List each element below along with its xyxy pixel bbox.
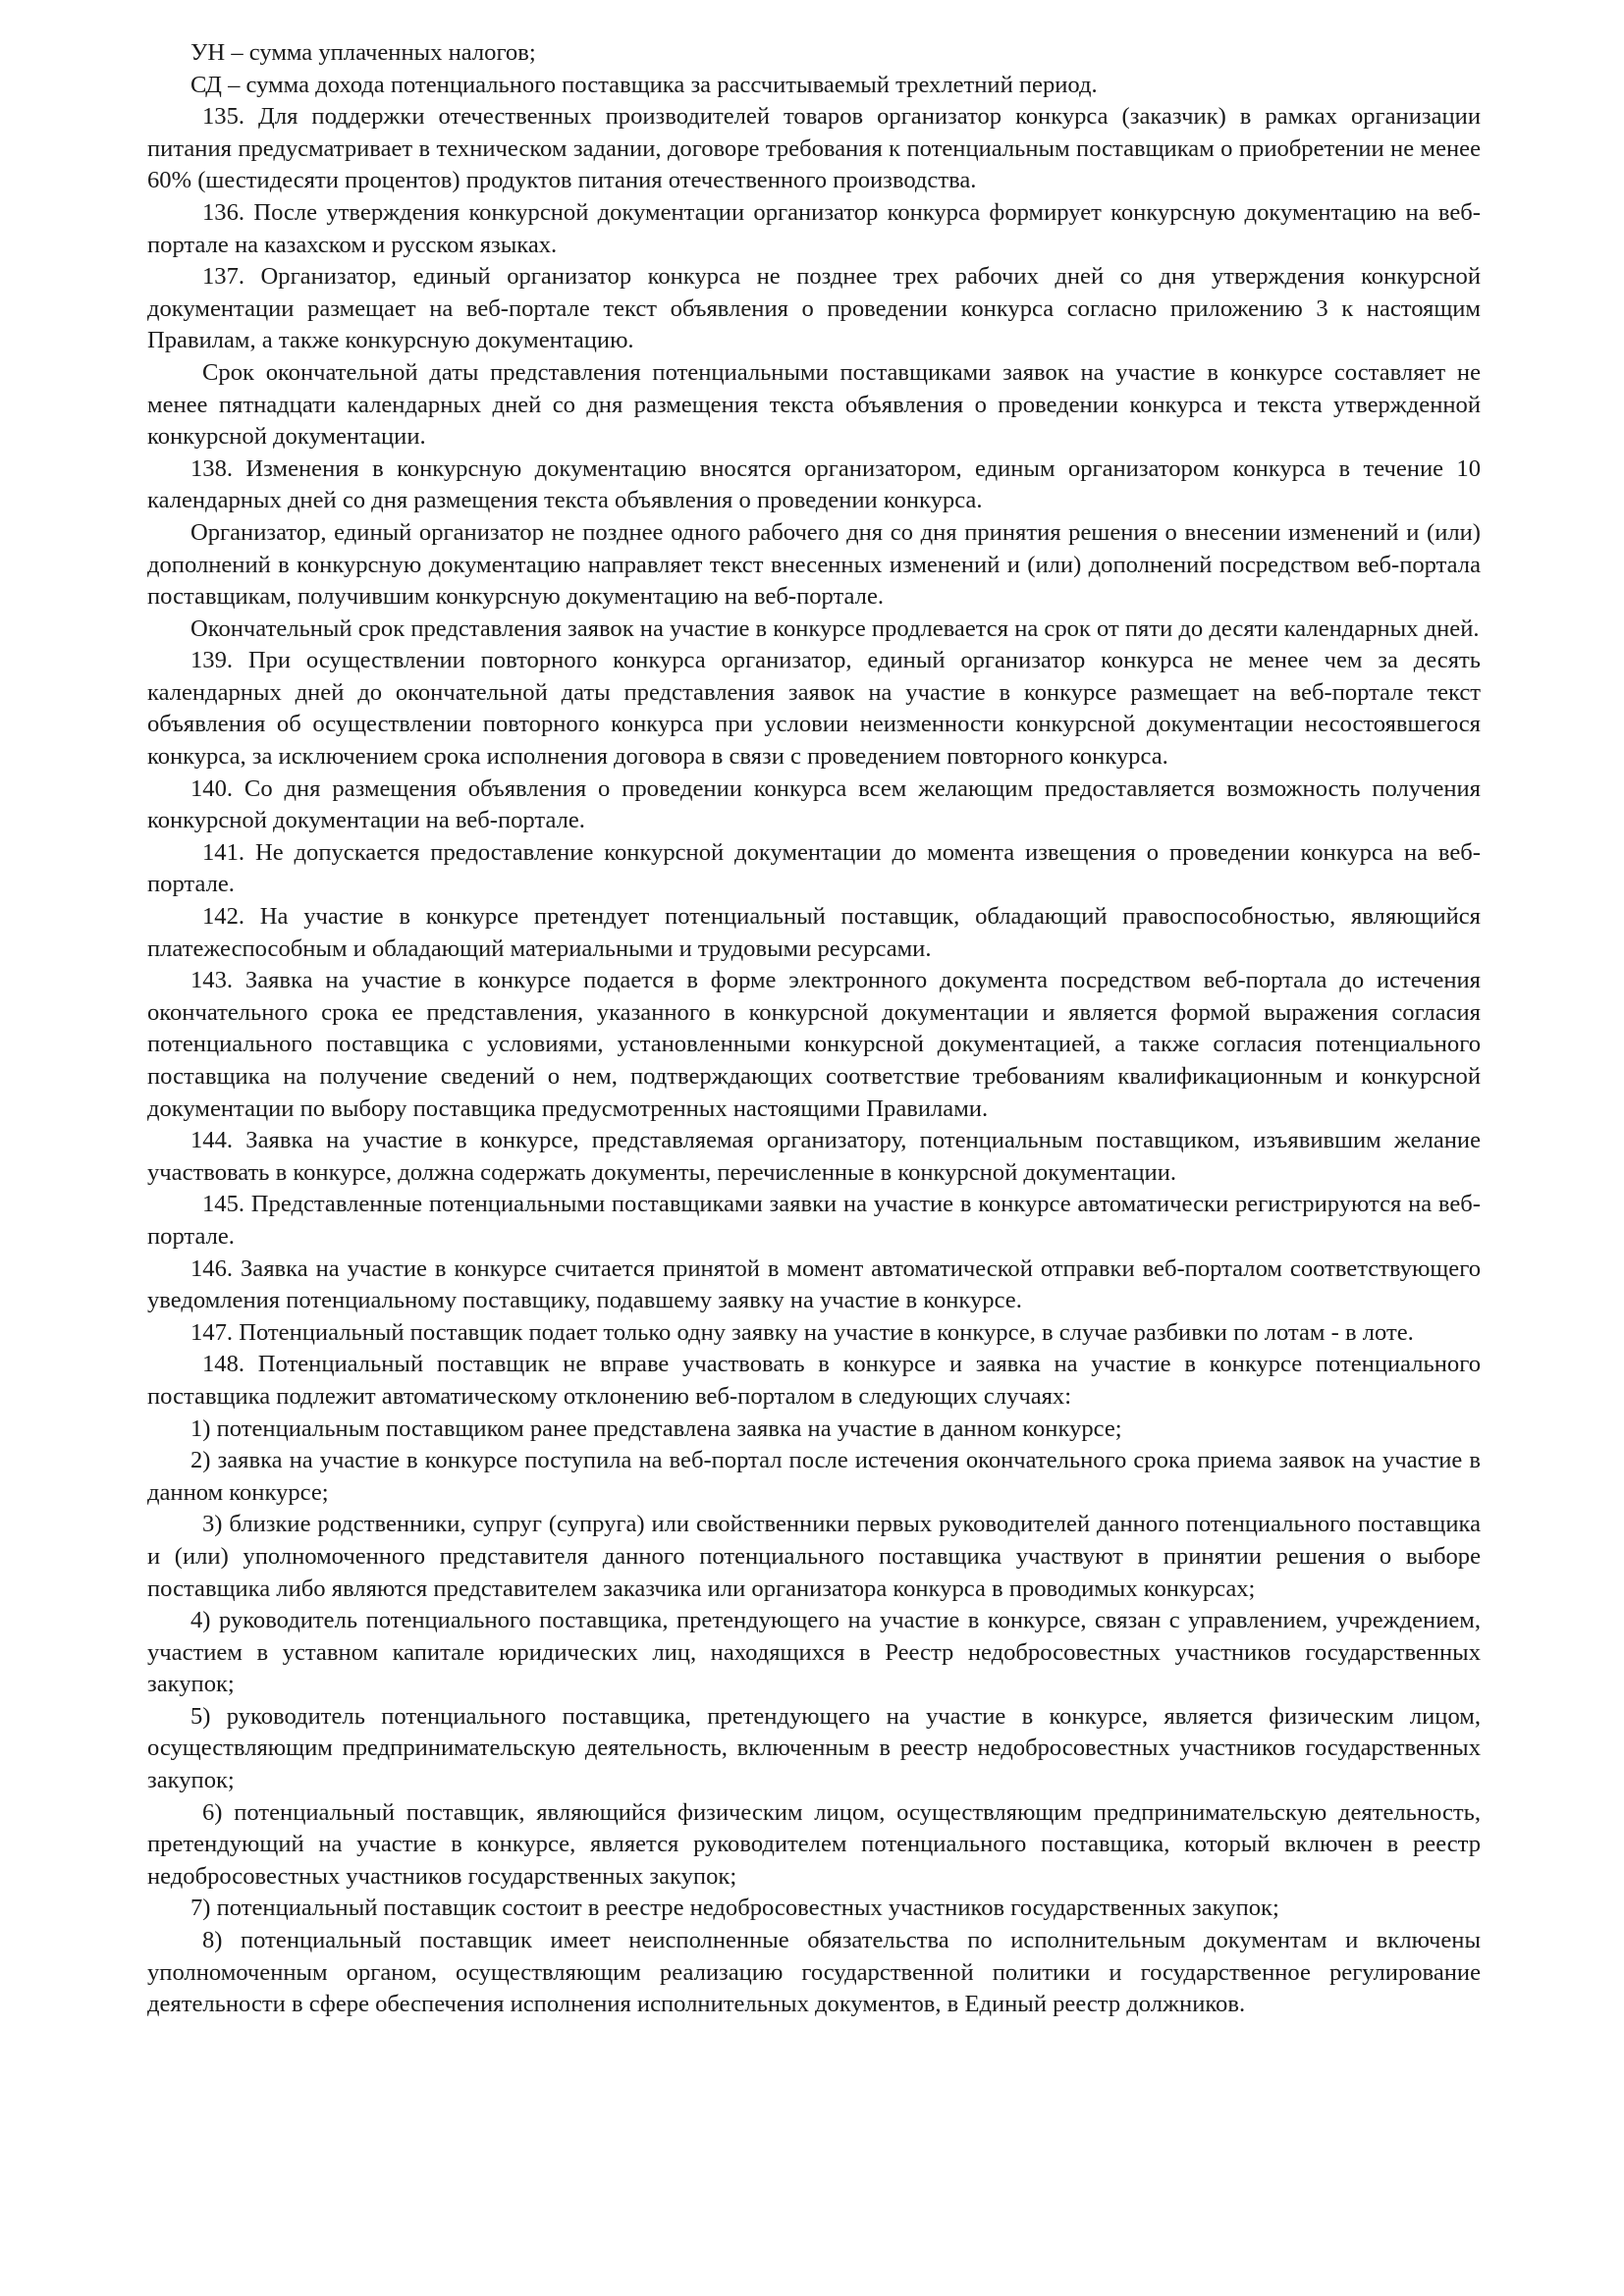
- list-item-5: 5) руководитель потенциального поставщика, претендующего на участие в конкурсе, является физическим лицом, осуществляющим предпринимательскую деятельность, включенным в реестр недобросовестных участников государственных закупок;: [147, 1702, 1481, 1794]
- paragraph-138-changes: Организатор, единый организатор не позднее одного рабочего дня со дня принятия решения о внесении изменений и (или) дополнений в конкурсную документацию направляет текст внесенных изменений и (или) дополнений посредством веб-портала поставщикам, получившим конкурсную документацию на веб-портале.: [147, 518, 1481, 611]
- paragraph-143: 143. Заявка на участие в конкурсе подается в форме электронного документа посредством веб-портала до истечения окончательного срока ее представления, указанного в конкурсной документации и является формой выражения согласия потенциального поставщика с условиями, установленными конкурсной документацией, а также согласия потенциального поставщика на получение сведений о нем, подтверждающих соответствие требованиям квалификационным и конкурсной документации по выбору поставщика предусмотренных настоящими Правилами.: [147, 967, 1481, 1122]
- paragraph-138-extension: Окончательный срок представления заявок на участие в конкурсе продлевается на срок от пяти до десяти календарных дней.: [190, 614, 1480, 642]
- list-item-2: 2) заявка на участие в конкурсе поступила на веб-портал после истечения окончательного срока приема заявок на участие в данном конкурсе;: [147, 1447, 1481, 1506]
- paragraph-137: 137. Организатор, единый организатор конкурса не позднее трех рабочих дней со дня утверждения конкурсной документации размещает на веб-портале текст объявления о проведении конкурса согласно приложению 3 к настоящим Правилам, а также конкурсную документацию.: [147, 263, 1481, 354]
- paragraph-138: 138. Изменения в конкурсную документацию вносятся организатором, единым организатором конкурса в течение 10 календарных дней со дня размещения текста объявления о проведении конкурса.: [147, 454, 1481, 514]
- paragraph-147: 147. Потенциальный поставщик подает только одну заявку на участие в конкурсе, в случае разбивки по лотам - в лоте.: [190, 1318, 1414, 1346]
- paragraph-142: 142. На участие в конкурсе претендует потенциальный поставщик, обладающий правоспособностью, являющийся платежеспособным и обладающий материальными и трудовыми ресурсами.: [147, 903, 1481, 962]
- paragraph-144: 144. Заявка на участие в конкурсе, представляемая организатору, потенциальным поставщиком, изъявившим желание участвовать в конкурсе, должна содержать документы, перечисленные в конкурсной документации.: [147, 1127, 1481, 1186]
- paragraph-137-deadline: Срок окончательной даты представления потенциальными поставщиками заявок на участие в конкурсе составляет не менее пятнадцати календарных дней со дня размещения текста объявления о проведении конкурса и текста утвержденной конкурсной документации.: [147, 358, 1481, 451]
- paragraph-139: 139. При осуществлении повторного конкурса организатор, единый организатор конкурса не менее чем за десять календарных дней до окончательной даты представления заявок на участие в конкурсе размещает на веб-портале текст объявления об осуществлении повторного конкурса при условии неизменности конкурсной документации несостоявшегося конкурса, за исключением срока исполнения договора в связи с проведением повторного конкурса.: [147, 647, 1481, 771]
- paragraph-145: 145. Представленные потенциальными поставщиками заявки на участие в конкурсе автоматически регистрируются на веб-портале.: [147, 1191, 1481, 1250]
- paragraph-sd: СД – сумма дохода потенциального поставщика за рассчитываемый трехлетний период.: [190, 71, 1098, 98]
- list-item-8: 8) потенциальный поставщик имеет неисполненные обязательства по исполнительным документам и включены уполномоченным органом, осуществляющим реализацию государственной политики и государственное регулирование деятельности в сфере обеспечения исполнения исполнительных документов, в Единый реестр должников.: [147, 1927, 1481, 2018]
- list-item-4: 4) руководитель потенциального поставщика, претендующего на участие в конкурсе, связан с управлением, учреждением, участием в уставном капитале юридических лиц, находящихся в Реестр недобросовестных участников государственных закупок;: [147, 1607, 1481, 1698]
- paragraph-146: 146. Заявка на участие в конкурсе считается принятой в момент автоматической отправки веб-порталом соответствующего уведомления потенциальному поставщику, подавшему заявку на участие в конкурсе.: [147, 1255, 1481, 1314]
- paragraph-136: 136. После утверждения конкурсной документации организатор конкурса формирует конкурсную документацию на веб-портале на казахском и русском языках.: [147, 198, 1481, 258]
- paragraph-un: УН – сумма уплаченных налогов;: [190, 39, 536, 66]
- paragraph-140: 140. Со дня размещения объявления о проведении конкурса всем желающим предоставляется возможность получения конкурсной документации на веб-портале.: [147, 774, 1481, 834]
- list-item-7: 7) потенциальный поставщик состоит в реестре недобросовестных участников государственных закупок;: [190, 1895, 1279, 1922]
- list-item-1: 1) потенциальным поставщиком ранее представлена заявка на участие в данном конкурсе;: [190, 1415, 1122, 1442]
- paragraph-135: 135. Для поддержки отечественных производителей товаров организатор конкурса (заказчик) в рамках организации питания предусматривает в техническом задании, договоре требования к потенциальным поставщикам о приобретении не менее 60% (шестидесяти процентов) продуктов питания отечественного производства.: [147, 103, 1481, 194]
- list-item-3: 3) близкие родственники, супруг (супруга) или свойственники первых руководителей данного потенциального поставщика и (или) уполномоченного представителя данного потенциального поставщика участвуют в принятии решения о выборе поставщика либо являются представителем заказчика или организатора конкурса в проводимых конкурсах;: [147, 1511, 1481, 1602]
- paragraph-141: 141. Не допускается предоставление конкурсной документации до момента извещения о проведении конкурса на веб-портале.: [147, 838, 1481, 898]
- paragraph-148: 148. Потенциальный поставщик не вправе участвовать в конкурсе и заявка на участие в конкурсе потенциального поставщика подлежит автоматическому отклонению веб-порталом в следующих случаях:: [147, 1351, 1481, 1410]
- list-item-6: 6) потенциальный поставщик, являющийся физическим лицом, осуществляющим предпринимательскую деятельность, претендующий на участие в конкурсе, является руководителем потенциального поставщика, который включен в реестр недобросовестных участников государственных закупок;: [147, 1798, 1481, 1890]
